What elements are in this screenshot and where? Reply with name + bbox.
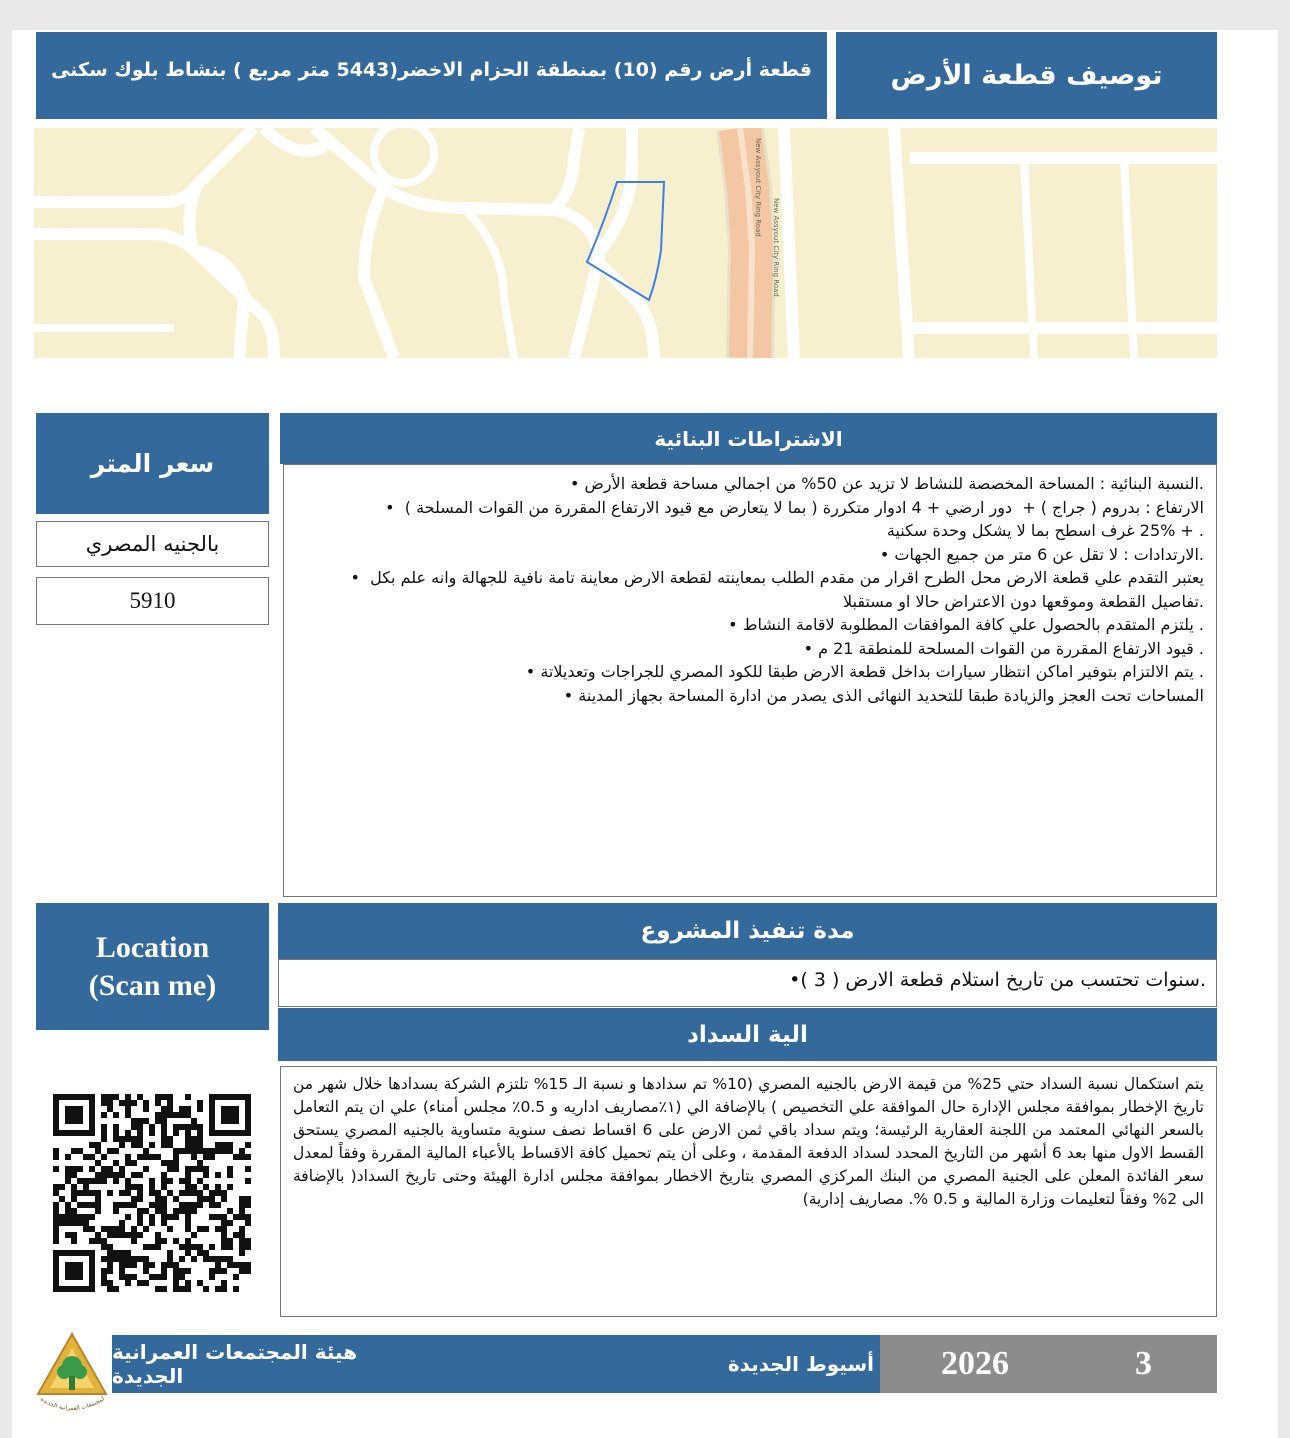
condition-item: يعتبر التقدم علي قطعة الارض محل الطرح اقرار من مقدم الطلب بمعاينته لقطعة الارض معاينة تامة نافية للجهالة وانه علم بكل • (350, 568, 1204, 587)
authority-name: هيئة المجتمعات العمرانية الجديدة (112, 1340, 358, 1388)
duration-text: .سنوات تحتسب من تاريخ استلام قطعة الارض ( 3 )• (789, 969, 1206, 991)
duration-body (278, 959, 1217, 1007)
site-map (34, 128, 1217, 358)
duration-header (278, 903, 1217, 959)
section-title-text: توصيف قطعة الأرض (890, 60, 1163, 91)
payment-text: يتم استكمال نسبة السداد حتي 25% من قيمة الارض بالجنيه المصري (10% تم سدادها و نسبة الـ 15% تلتزم الشركة بسدادها خلال شهر من تاريخ الإخطار بموافقة مجلس الإدارة حال الموافقة علي التخصيص ) بالإضافة الي (١٪مصاريف اداريه و 0.5٪ مجلس أمناء) علي ان يتم التعامل بالسعر النهائي المعتمد من اللجنة العقارية الرئيسة؛ ويتم سداد باقي ثمن الارض على 6 اقساط نصف سنوية متساوية بالجنيه المصري يستحق القسط الاول منها بعد 6 أشهر من التاريخ المحدد لسداد الدفعة المقدمة ، وعلى أن يتم تحميل كافة الاقساط بالأعباء المالية المقررة وفقاً لمعدل سعر الفائدة المعلن على الجنية المصري من البنك المركزي المصري بتاريخ الاخطار بموافقة مجلس ادارة الهيئة وحتى تاريخ السداد( بالإضافة الى 2% وفقاً لتعليمات وزارة المالية و 0.5 %. مصاريف إدارية) (293, 1075, 1205, 1208)
conditions-header (280, 413, 1217, 464)
section-title (836, 32, 1217, 119)
payment-header (278, 1008, 1217, 1061)
location-title-line1: Location (95, 930, 210, 964)
condition-item: . قيود الارتفاع المقررة من القوات المسلحة للمنطقة 21 م • (803, 638, 1204, 658)
city-name: أسيوط الجديدة (727, 1352, 874, 1376)
year: 2026 (941, 1345, 1009, 1382)
conditions-list (298, 472, 1204, 707)
ring-road-label-1: New Assyout City Ring Road (754, 138, 762, 237)
page-number-box (1070, 1335, 1217, 1393)
document-page (12, 30, 1278, 1438)
currency-box (36, 521, 269, 567)
conditions-body (283, 464, 1217, 897)
plot-description-header (36, 32, 827, 119)
location-header (36, 903, 269, 1030)
conditions-title: الاشتراطات البنائية (654, 426, 843, 451)
condition-item: .النسبة البنائية : المساحة المخصصة للنشاط لا تزيد عن 50% من اجمالي مساحة قطعة الأرض • (570, 474, 1204, 493)
year-box (880, 1335, 1070, 1393)
page-number: 3 (1135, 1345, 1152, 1382)
payment-title: الية السداد (687, 1021, 808, 1048)
qr-code-svg (52, 1094, 252, 1292)
condition-item: المساحات تحت العجز والزيادة طبقا للتحديد النهائى الذى يصدر من ادارة المساحة بجهاز المدينة • (563, 685, 1204, 705)
condition-item: .تفاصيل القطعة وموقعها دون الاعتراض حالا او مستقبلا (842, 591, 1204, 611)
currency-label: بالجنيه المصري (85, 532, 220, 556)
price-title: سعر المتر (90, 449, 215, 478)
location-title-line2: (Scan me) (88, 968, 217, 1002)
price-header (36, 413, 269, 514)
logo-text: لمجتمعات العمرانية الجديدة (39, 1395, 106, 1413)
city-box (467, 1335, 880, 1393)
payment-body (280, 1066, 1217, 1317)
condition-item: . + 25% غرف اسطح بما لا يشكل وحدة سكنية (886, 521, 1204, 540)
ring-road-label-2: New Assyout City Ring Road (772, 198, 780, 297)
location-qr-code-icon[interactable] (52, 1094, 252, 1292)
condition-item: . يلتزم المتقدم بالحصول علي كافة الموافقات المطلوبة لاقامة النشاط • (728, 615, 1204, 634)
authority-name-box (112, 1335, 467, 1393)
condition-item: . يتم الالتزام بتوفير اماكن انتظار سيارات بداخل قطعة الارض طبقا للكود المصري للجراجات وتعديلاتة • (525, 662, 1204, 681)
authority-logo (32, 1326, 112, 1420)
duration-title: مدة تنفيذ المشروع (640, 918, 855, 944)
condition-item: .الارتدادات : لا تقل عن 6 متر من جميع الجهات • (879, 544, 1204, 564)
price-value: 5910 (129, 588, 176, 613)
logo-svg (32, 1326, 112, 1420)
price-value-box (36, 577, 269, 625)
site-map-svg (34, 128, 1217, 358)
plot-description-text: قطعة أرض رقم (10) بمنطقة الحزام الاخضر(5443 متر مربع ) بنشاط بلوك سكنى (51, 58, 812, 81)
condition-item: الارتفاع : بدروم ( جراج ) + دور ارضي + 4 ادوار متكررة ( بما لا يتعارض مع قيود الارتفاع المقررة من القوات المسلحة ) • (385, 497, 1204, 517)
